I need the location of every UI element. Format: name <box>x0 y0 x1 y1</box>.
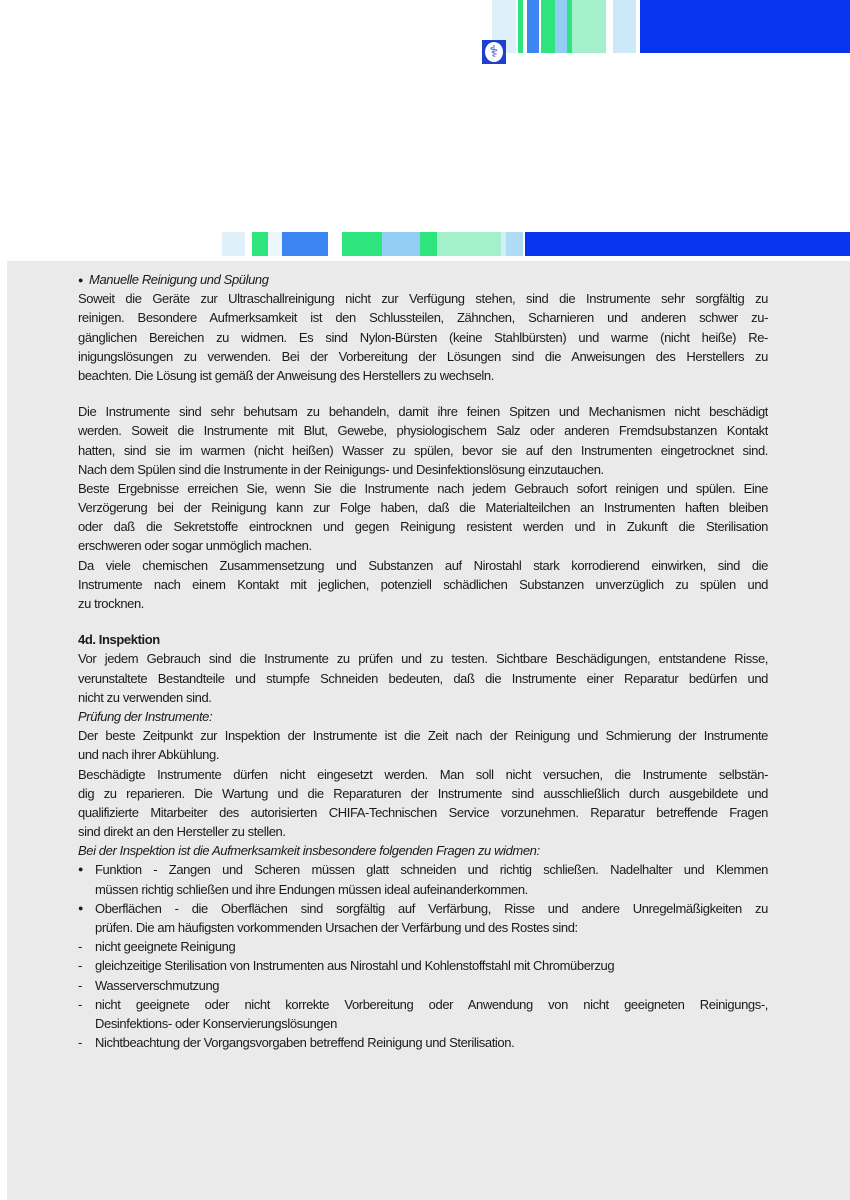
text-line: Die Instrumente sind sehr behutsam zu behandeln, damit ihre feinen Spitzen und Mechanismen nicht beschädigt <box>78 404 768 420</box>
text-line: Beschädigte Instrumente dürfen nicht eingesetzt werden. Man soll nicht versuchen, die Instrumente selbstän- <box>78 766 768 782</box>
text-line <box>78 995 768 1014</box>
text-line <box>78 880 768 899</box>
text-line <box>78 860 768 879</box>
list-item-text: müssen richtig schließen und ihre Endungen müssen ideal aufeinanderkommen. <box>95 881 528 897</box>
stripe-segment <box>525 232 850 256</box>
text-line <box>78 956 768 975</box>
text-line: reinigen. Besondere Aufmerksamkeit ist den Schlussteilen, Zähnchen, Scharnieren und anderen schwer zu- <box>78 310 768 326</box>
text-column <box>78 270 768 1052</box>
list-item-text: Wasserverschmutzung <box>95 977 220 993</box>
stripe-segment <box>222 232 245 256</box>
stripe-segment <box>282 232 328 256</box>
stripe-segment <box>342 232 382 256</box>
bullet-list-item <box>78 860 768 898</box>
logo-oval <box>485 42 503 62</box>
list-item-text: gleichzeitige Sterilisation von Instrumenten aus Nirostahl und Kohlenstoffstahl mit Chromüberzug <box>95 958 615 974</box>
stripe-segment <box>527 0 539 53</box>
list-item-text: nicht geeignete Reinigung <box>95 939 236 955</box>
text-line: gänglichen Bereichen zu widmen. Es sind Nylon-Bürsten (keine Stahlbürsten) und warme (nicht heiße) Re- <box>78 329 768 345</box>
text-line <box>78 1014 768 1033</box>
stripe-segment <box>420 232 437 256</box>
staff-of-aesculapius-icon: ⚕ <box>489 42 499 61</box>
text-line: Der beste Zeitpunkt zur Inspektion der Instrumente ist die Zeit nach der Reinigung und Schmierung der Instrumente <box>78 728 768 744</box>
body-paragraph <box>78 726 768 841</box>
text-line: sind direkt an den Hersteller zu stellen. <box>78 824 286 840</box>
bullet-marker: ● <box>78 902 84 913</box>
dash-list-item <box>78 976 768 995</box>
text-line: beachten. Die Lösung ist gemäß der Anweisung des Herstellers zu wechseln. <box>78 367 494 383</box>
text-line <box>78 1033 768 1052</box>
stripe-segment <box>437 232 501 256</box>
text-line: Da viele chemischen Zusammensetzung und Substanzen auf Nirostahl stark korrodierend einwirken, sind die <box>78 557 768 573</box>
italic-label: Bei der Inspektion ist die Aufmerksamkeit insbesondere folgenden Fragen zu widmen: <box>78 843 540 859</box>
text-line: Nach dem Spülen sind die Instrumente in der Reinigungs- und Desinfektionslösung einzutauchen. <box>78 461 604 477</box>
text-line: inigungslösungen zu verwenden. Bei der Vorbereitung der Lösungen sind die Anweisungen des Herstellers zu <box>78 348 768 364</box>
text-line: Verzögerung bei der Reinigung kann zur Folge haben, daß die Materialteilchen an Instrumenten haften bleiben <box>78 500 768 516</box>
text-line <box>78 937 768 956</box>
stripe-segment <box>382 232 420 256</box>
text-line: verunstaltete Bestandteile und stumpfe Schneiden bedeuten, daß die Instrumente einer Reparatur bedürfen und <box>78 670 768 686</box>
bullet-list-item <box>78 899 768 937</box>
paragraph-gap <box>78 385 768 402</box>
dash-marker: - <box>78 977 82 993</box>
text-line: zu trocknen. <box>78 596 145 611</box>
list-item-text: nicht geeignete oder nicht korrekte Vorbereitung oder Anwendung von nicht geeigneten Reinigungs-, <box>95 996 768 1012</box>
list-item-text: Desinfektions- oder Konservierungslösungen <box>95 1015 337 1031</box>
stripe-segment <box>506 232 523 256</box>
text-line: und nach ihrer Abkühlung. <box>78 747 220 763</box>
list-item-text: prüfen. Die am häufigsten vorkommenden Ursachen der Verfärbung und des Rostes sind: <box>95 920 578 935</box>
text-line: Vor jedem Gebrauch sind die Instrumente zu prüfen und zu testen. Sichtbare Beschädigungen, entstandene Risse, <box>78 651 768 667</box>
dash-marker: - <box>78 958 82 974</box>
body-paragraph <box>78 289 768 385</box>
publisher-logo <box>482 40 506 64</box>
stripe-segment <box>252 232 268 256</box>
section-title-text: Manuelle Reinigung und Spülung <box>89 272 269 287</box>
stripe-segment <box>541 0 555 53</box>
text-line: hatten, sind sie im warmen (nicht heißen) Wasser zu spülen, bevor sie auf den Instrumenten eingetrocknet sind. <box>78 442 768 458</box>
list-item-text: Funktion - Zangen und Scheren müssen glatt schneiden und richtig schließen. Nadelhalter und Klemmen <box>95 862 768 878</box>
subsection-heading: 4d. Inspektion <box>78 632 160 648</box>
text-line: Beste Ergebnisse erreichen Sie, wenn Sie die Instrumente nach jedem Gebrauch sofort reinigen und spülen. Eine <box>78 480 768 496</box>
text-line: werden. Soweit die Instrumente mit Blut, Gewebe, physiologischem Salz oder anderen Fremdsubstanzen Kontakt <box>78 423 768 439</box>
stripe-segment <box>268 232 282 256</box>
text-line <box>78 976 768 995</box>
dash-list-item <box>78 1033 768 1052</box>
body-paragraph <box>78 649 768 707</box>
text-line: oder daß die Sekretstoffe eintrocknen und gegen Reinigung resistent werden und in Zukunft die Sterilisation <box>78 519 768 535</box>
stripe-segment <box>640 0 850 53</box>
dash-list-item <box>78 995 768 1033</box>
dash-marker: - <box>78 996 82 1012</box>
body-paragraph <box>78 402 768 613</box>
paragraph-gap <box>78 613 768 630</box>
text-line: erschweren oder sogar unmöglich machen. <box>78 538 312 554</box>
stripe-segment <box>518 0 523 53</box>
top-stripe-band <box>0 0 850 53</box>
text-line <box>78 899 768 918</box>
list-item-text: Nichtbeachtung der Vorgangsvorgaben betreffend Reinigung und Sterilisation. <box>95 1035 515 1051</box>
dash-marker: - <box>78 1035 82 1051</box>
mid-stripe-band <box>0 232 850 256</box>
dash-list-item <box>78 937 768 956</box>
text-line: qualifizierte Mitarbeiter des autorisierten CHIFA-Technischen Service vorzunehmen. Reparatur betreffende Fragen <box>78 804 768 820</box>
section-title <box>78 270 768 289</box>
stripe-segment <box>555 0 567 53</box>
italic-label: Prüfung der Instrumente: <box>78 708 213 724</box>
stripe-segment <box>613 0 636 53</box>
text-line: Soweit die Geräte zur Ultraschallreinigung nicht zur Verfügung stehen, sind die Instrumente sehr sorgfältig zu <box>78 291 768 307</box>
list-item-text: Oberflächen - die Oberflächen sind sorgfältig auf Verfärbung, Risse und andere Unregelmäßigkeiten zu <box>95 900 768 916</box>
dash-list-item <box>78 956 768 975</box>
text-line <box>78 918 768 937</box>
dash-marker: - <box>78 939 82 955</box>
stripe-segment <box>572 0 606 53</box>
text-line: Instrumente nach einem Kontakt mit jeglichen, potenziell schädlichen Substanzen unverzüglich zu spülen und <box>78 576 768 592</box>
text-line: nicht zu verwenden sind. <box>78 689 212 705</box>
text-line: dig zu reparieren. Die Wartung und die Reparaturen der Instrumente sind ausschließlich durch ausgebildete und <box>78 785 768 801</box>
bullet-marker: ● <box>78 275 84 285</box>
bullet-marker: ● <box>78 864 84 875</box>
